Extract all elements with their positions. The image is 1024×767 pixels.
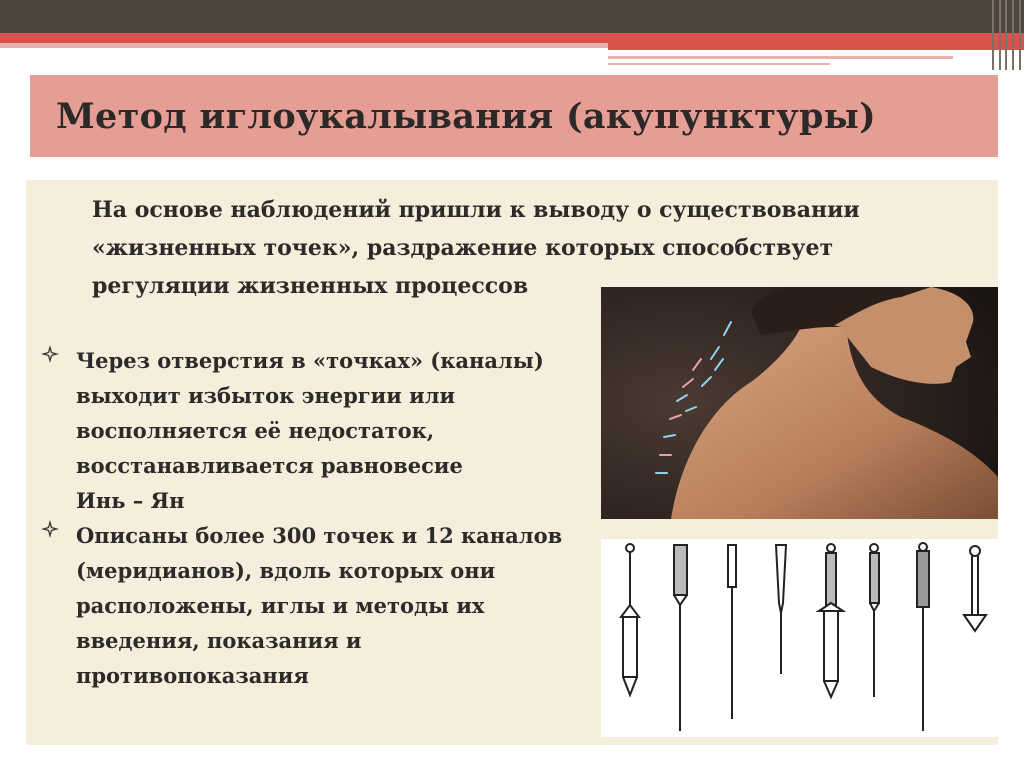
top-pink-line-short: [608, 63, 830, 65]
neck-acupuncture-photo: [601, 287, 998, 519]
lead-paragraph: На основе наблюдений пришли к выводу о существовании «жизненных точек», раздражение которых способствует регуляции жизненных процессов: [92, 197, 860, 299]
bullet-list: [40, 343, 585, 693]
corner-lines-decoration: [990, 0, 1024, 70]
bullet-text: Описаны более 300 точек и 12 каналов (меридианов), вдоль которых они расположены, иглы и методы их введения, показания и противопоказания: [76, 523, 563, 688]
acupuncture-needles-diagram: [601, 539, 998, 737]
bullet-text: Через отверстия в «точках» (каналы) выходит избыток энергии или восполняется её недостаток, восстанавливается равновесие: [76, 348, 544, 478]
yin-yang-line: Инь – Ян: [76, 488, 185, 513]
top-red-bar-right: [608, 43, 1024, 50]
diamond-bullet-icon: [40, 519, 60, 539]
top-pink-line: [608, 56, 953, 59]
top-red-bar: [0, 33, 1024, 43]
slide-title: Метод иглоукалывания (акупунктуры): [56, 96, 876, 137]
bullet-item: [40, 518, 585, 693]
diamond-bullet-icon: [40, 344, 60, 364]
bullet-item: [40, 343, 585, 518]
top-dark-bar: [0, 0, 1024, 33]
top-pink-bar: [0, 43, 620, 48]
